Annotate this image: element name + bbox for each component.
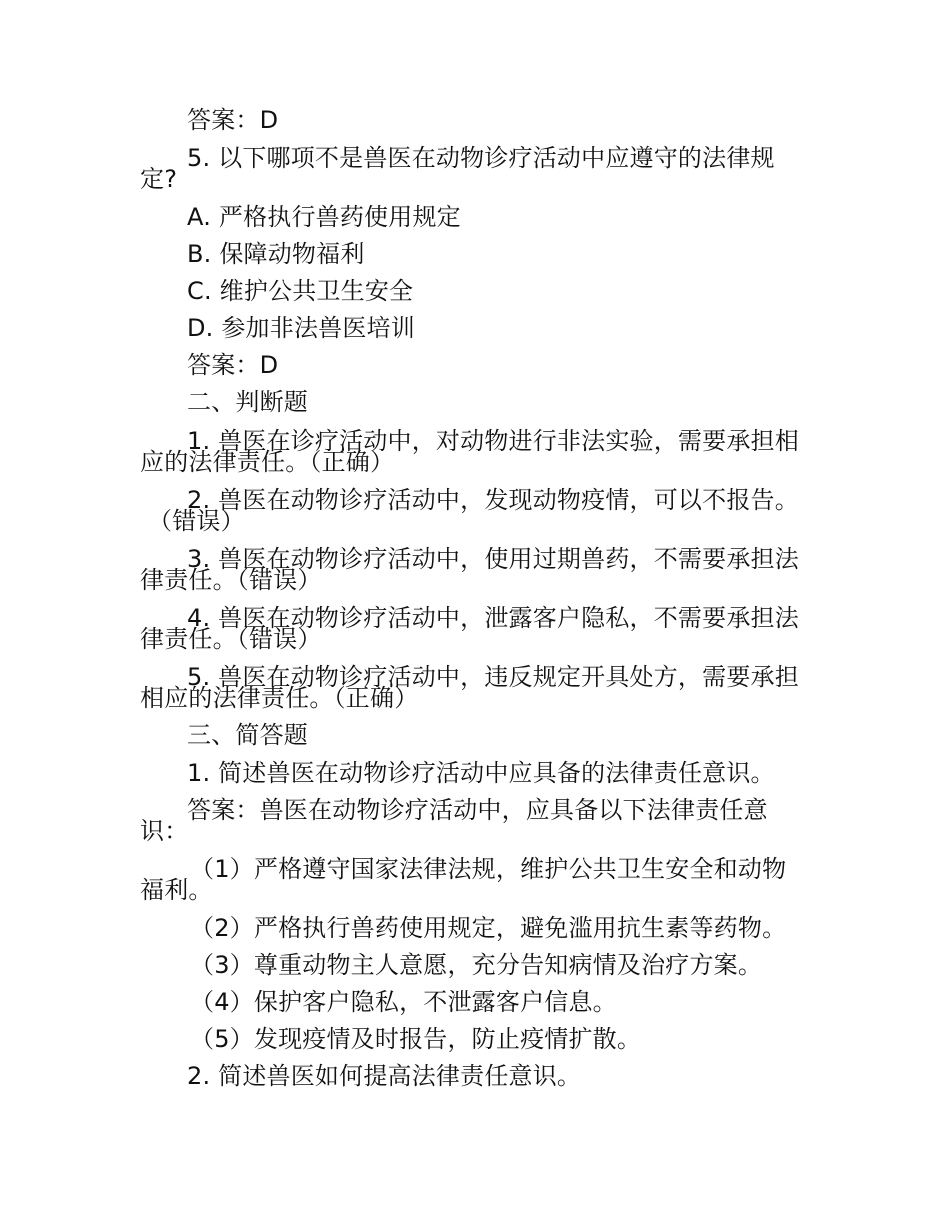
judgement-4-line-2: 律责任。（错误） bbox=[140, 625, 322, 653]
answer-point-1-line-1: （1）严格遵守国家法律法规，维护公共卫生安全和动物 bbox=[190, 855, 787, 883]
short-answer-2-question: 2. 简述兽医如何提高法律责任意识。 bbox=[187, 1062, 582, 1090]
option-c: C. 维护公共卫生安全 bbox=[187, 277, 414, 305]
judgement-1-line-2: 应的法律责任。（正确） bbox=[140, 448, 395, 476]
answer-point-5: （5）发现疫情及时报告，防止疫情扩散。 bbox=[190, 1025, 642, 1053]
question-5-line-1: 5. 以下哪项不是兽医在动物诊疗活动中应遵守的法律规 bbox=[187, 144, 775, 172]
judgement-3-line-1: 3. 兽医在动物诊疗活动中，使用过期兽药，不需要承担法 bbox=[187, 545, 799, 573]
option-b: B. 保障动物福利 bbox=[187, 240, 365, 268]
option-d: D. 参加非法兽医培训 bbox=[187, 314, 415, 342]
section-heading-short-answer: 三、简答题 bbox=[187, 721, 308, 749]
answer-point-1-line-2: 福利。 bbox=[140, 876, 213, 904]
judgement-2-line-2: （错误） bbox=[148, 507, 245, 535]
short-answer-1-answer-line-2: 识： bbox=[140, 817, 189, 845]
section-heading-judgement: 二、判断题 bbox=[187, 388, 308, 416]
judgement-4-line-1: 4. 兽医在动物诊疗活动中，泄露客户隐私，不需要承担法 bbox=[187, 604, 799, 632]
judgement-2-line-1: 2. 兽医在动物诊疗活动中，发现动物疫情，可以不报告。 bbox=[187, 486, 799, 514]
judgement-5-line-2: 相应的法律责任。（正确） bbox=[140, 684, 419, 712]
short-answer-1-question: 1. 简述兽医在动物诊疗活动中应具备的法律责任意识。 bbox=[187, 759, 775, 787]
answer-point-4: （4）保护客户隐私，不泄露客户信息。 bbox=[190, 988, 617, 1016]
judgement-3-line-2: 律责任。（错误） bbox=[140, 566, 322, 594]
option-a: A. 严格执行兽药使用规定 bbox=[187, 203, 461, 231]
short-answer-1-answer-line-1: 答案：兽医在动物诊疗活动中，应具备以下法律责任意 bbox=[187, 796, 768, 824]
answer-line: 答案：D bbox=[187, 351, 279, 379]
question-5-line-2: 定? bbox=[140, 165, 178, 193]
judgement-5-line-1: 5. 兽医在动物诊疗活动中，违反规定开具处方，需要承担 bbox=[187, 663, 799, 691]
answer-line: 答案：D bbox=[187, 106, 279, 134]
answer-point-2: （2）严格执行兽药使用规定，避免滥用抗生素等药物。 bbox=[190, 914, 787, 942]
answer-point-3: （3）尊重动物主人意愿，充分告知病情及治疗方案。 bbox=[190, 951, 763, 979]
judgement-1-line-1: 1. 兽医在诊疗活动中，对动物进行非法实验，需要承担相 bbox=[187, 427, 799, 455]
